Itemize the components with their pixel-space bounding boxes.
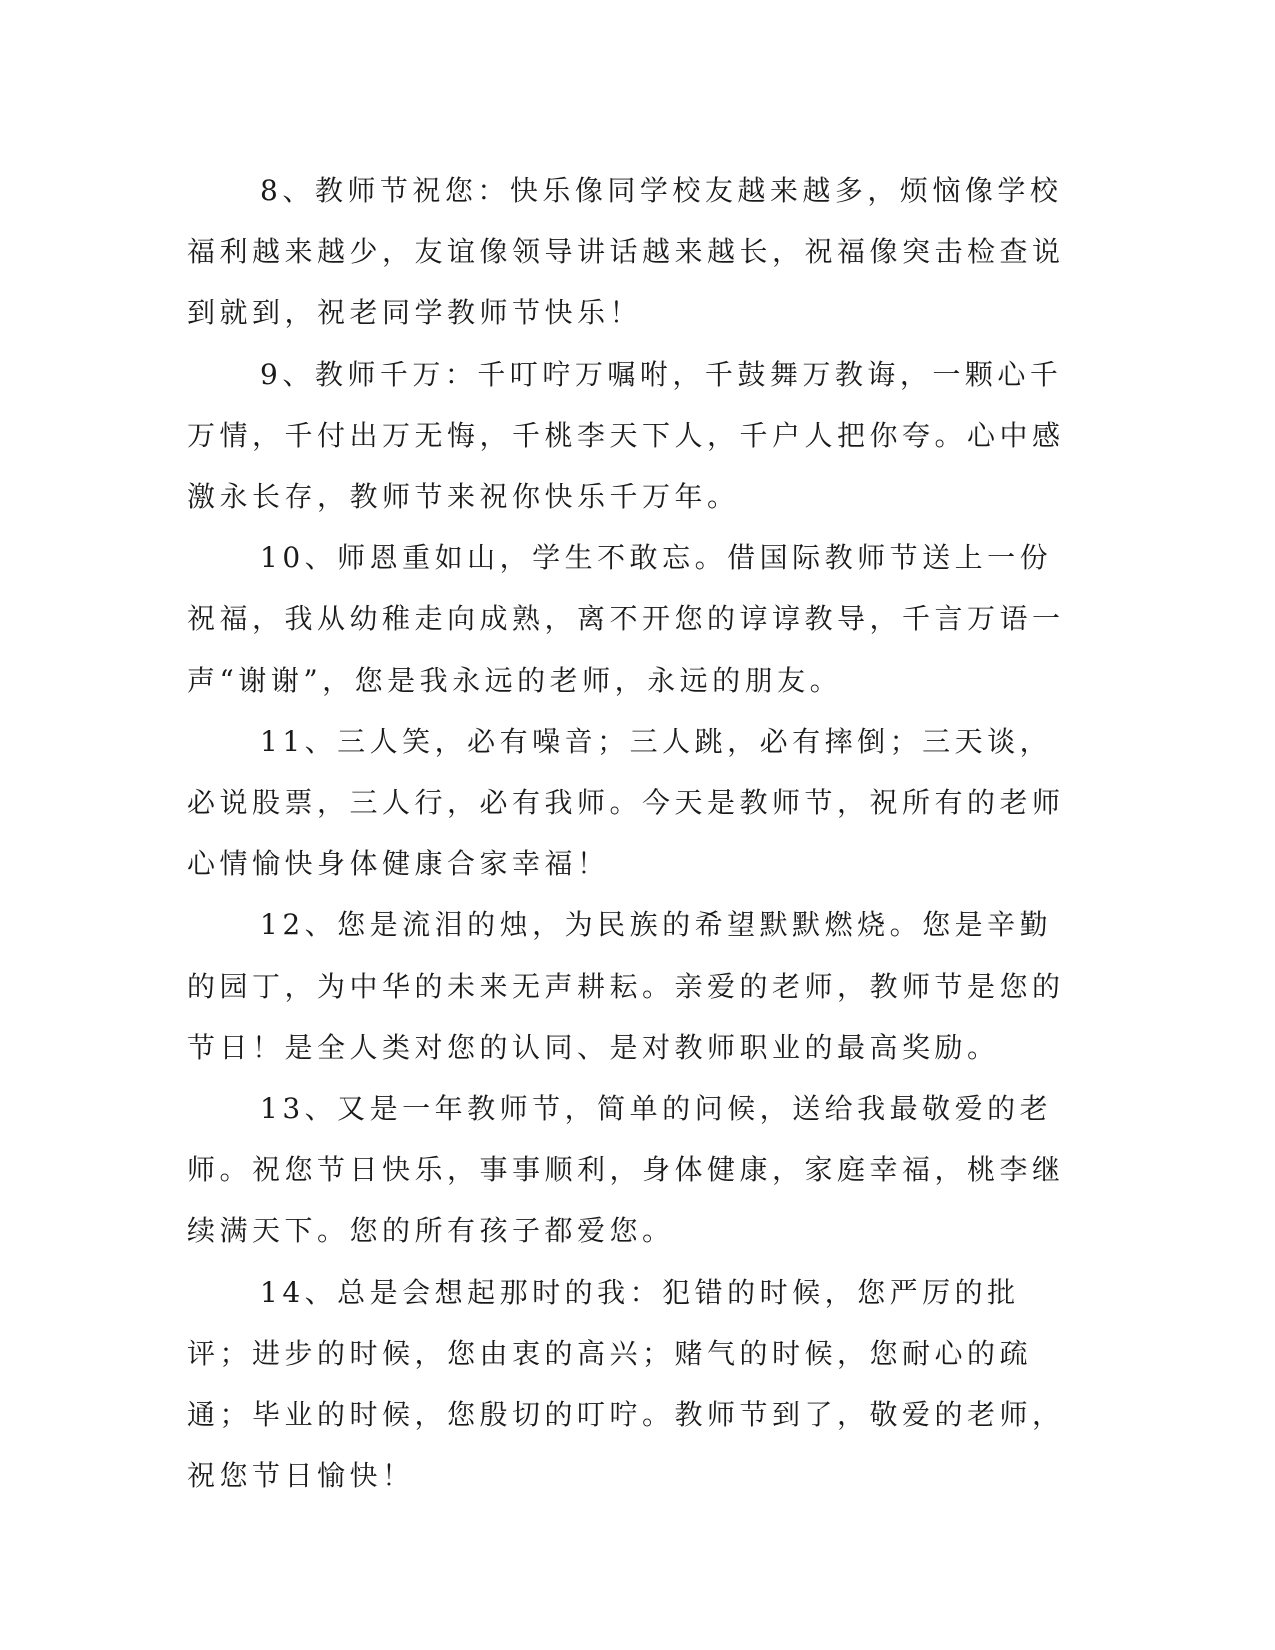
paragraph-11: 11、三人笑，必有噪音；三人跳，必有摔倒；三天谈，必说股票，三人行，必有我师。今天是教师节，祝所有的老师心情愉快身体健康合家幸福！	[187, 724, 1065, 881]
paragraph-9: 9、教师千万：千叮咛万嘱咐，千鼓舞万教诲，一颗心千万情，千付出万无悔，千桃李天下人，千户人把你夸。心中感激永长存，教师节来祝你快乐千万年。	[187, 357, 1065, 514]
paragraph-10: 10、师恩重如山，学生不敢忘。借国际教师节送上一份祝福，我从幼稚走向成熟，离不开您的谆谆教导，千言万语一声“谢谢”，您是我永远的老师，永远的朋友。	[187, 541, 1065, 697]
paragraph-12: 12、您是流泪的烛，为民族的希望默默燃烧。您是辛勤的园丁，为中华的未来无声耕耘。亲爱的老师，教师节是您的节日！是全人类对您的认同、是对教师职业的最高奖励。	[187, 908, 1065, 1064]
paragraph-14: 14、总是会想起那时的我：犯错的时候，您严厉的批评；进步的时候，您由衷的高兴；赌气的时候，您耐心的疏通；毕业的时候，您殷切的叮咛。教师节到了，敬爱的老师，祝您节日愉快！	[187, 1275, 1065, 1493]
paragraph-13: 13、又是一年教师节，简单的问候，送给我最敬爱的老师。祝您节日快乐，事事顺利，身体健康，家庭幸福，桃李继续满天下。您的所有孩子都爱您。	[187, 1092, 1065, 1248]
document-body	[187, 160, 1065, 1506]
paragraph-8: 8、教师节祝您：快乐像同学校友越来越多，烦恼像学校福利越来越少，友谊像领导讲话越来越长，祝福像突击检查说到就到，祝老同学教师节快乐！	[187, 174, 1065, 330]
